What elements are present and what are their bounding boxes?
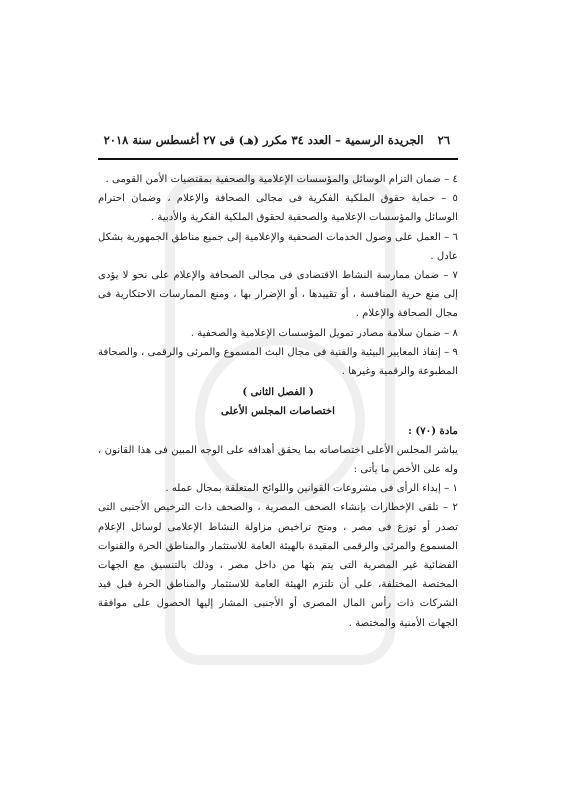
paragraph-item-4: ٤ – ضمان التزام الوسائل والمؤسسات الإعلامية والصحفية بمقتضيات الأمن القومى . — [105, 174, 458, 185]
chapter-title: ( الفصل الثانى ) — [242, 386, 314, 399]
page-header — [103, 133, 450, 147]
paragraph-item-7: ٧ – ضمان ممارسة النشاط الاقتصادى فى مجالى الصحافة والإعلام على نحو لا يؤدى إلى منع حرية المنافسة ، أو تقييدها ، أو الإضرار بها ، ومنع الممارسات الاحتكارية فى مجال الصحافة والإعلام . — [98, 270, 458, 320]
paragraph-item-6: ٦ – العمل على وصول الخدمات الصحفية والإعلامية إلى جميع مناطق الجمهورية بشكل عادل . — [98, 231, 458, 262]
article-heading: مادة (٧٠) : — [408, 424, 458, 437]
gazette-title: الجريدة الرسمية – العدد ٣٤ مكرر (هـ) فى ٢٧ أغسطس سنة ٢٠١٨ — [103, 133, 424, 147]
chapter-subtitle: اختصاصات المجلس الأعلى — [221, 405, 335, 418]
article-intro: يباشر المجلس الأعلى اختصاصاته بما يحقق أهدافه على الوجه المبين فى هذا القانون ، وله على الأخص ما يأتى : — [98, 444, 458, 476]
paragraph-item-8: ٨ – ضمان سلامة مصادر تمويل المؤسسات الإعلامية والصحفية . — [190, 327, 458, 339]
article-item-1: ١ – إبداء الرأى فى مشروعات القوانين واللوائح المتعلقة بمجال عمله . — [165, 483, 458, 495]
document-body — [98, 170, 458, 633]
paragraph-item-5: ٥ – حماية حقوق الملكية الفكرية فى مجالى الصحافة والإعلام ، وضمان احترام الوسائل والمؤسسات الإعلامية والصحفية لحقوق الملكية الفكرية والأدبية . — [98, 193, 458, 224]
page-number: ٢٦ — [437, 133, 450, 147]
header-rule — [98, 158, 458, 160]
paragraph-item-9: ٩ – إنفاذ المعايير البيئية والفنية فى مجال البث المسموع والمرئى والرقمى ، والصحافة المطبوعة والرقمية وغيرها . — [98, 346, 458, 378]
article-item-2: ٢ – تلقى الإخطارات بإنشاء الصحف المصرية ، والصحف ذات الترخيص الأجنبى التى تصدر أو توزع فى مصر ، ومنح تراخيص مزاولة النشاط الإعلامى لوسائل الإعلام المسموع والمرئى والرقمى المقيدة بالهيئة العامة للاستثمار والمناطق الحرة والقنوات الفضائية غير المصرية التى يتم بثها من داخل مصر ، وذلك بالتنسيق مع الجهات المختصة المختلفة، على أن تلتزم الهيئة العامة للاستثمار والمناطق الحرة قبل قيد الشركات ذات رأس المال المصرى أو الأجنبى المشار إليها الحصول على موافقة الجهات الأمنية والمختصة . — [98, 502, 458, 629]
